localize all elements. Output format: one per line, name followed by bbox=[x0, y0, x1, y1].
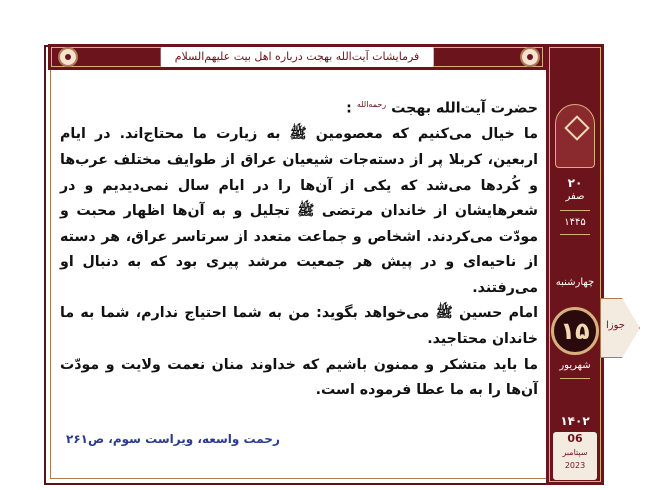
top-banner bbox=[48, 44, 546, 70]
hijri-year: ۱۴۴۵ bbox=[564, 217, 586, 228]
honorific-mark: رحمه‌الله bbox=[356, 100, 387, 109]
paragraph-1: ما خیال می‌کنیم که معصومین ﷺ به زیارت ما محتاج‌اند. در ایام اربعین، کربلا پر از دسته‌جات شیعیان عراق از طوایف مختلف عرب‌ها و کُردها می‌شد که یکی از آن‌ها را در ایام سال نمی‌دیدیم و در شعرهایشان از خاندان مرتضی ﷺ تجلیل و به آن‌ها اظهار محبت و مودّت می‌کردند. اشخاص و جماعت متعدد از سرتاسر عراق، هر دسته از ناحیه‌ای و در پیش هر جمعیت مرشد پیری بود که به دنبال او می‌رفتند. bbox=[60, 126, 538, 296]
gregorian-date bbox=[553, 432, 597, 480]
weekday: چهارشنبه bbox=[555, 277, 595, 288]
hijri-month: صفر bbox=[565, 191, 585, 202]
solar-month-block bbox=[553, 359, 597, 372]
zodiac-tab bbox=[600, 298, 640, 358]
hijri-year-block bbox=[553, 216, 597, 229]
source-citation: رحمت واسعه، ویراست سوم، ص۲۶۱ bbox=[66, 432, 280, 446]
greg-year: 2023 bbox=[564, 461, 586, 470]
paragraph-3: ما باید متشکر و ممنون باشیم که خداوند منان نعمت ولایت و مودّت آن‌ها را به ما عطا فرموده است. bbox=[60, 356, 538, 399]
quote-body bbox=[60, 92, 538, 404]
greg-month: سپتامبر bbox=[562, 448, 588, 457]
solar-year-block bbox=[553, 414, 597, 428]
greg-day: 06 bbox=[567, 432, 583, 445]
zodiac-label: جوزا bbox=[606, 320, 625, 331]
rosette-ornament-icon bbox=[520, 47, 540, 67]
banner-title: فرمایشات آیت‌الله بهجت درباره اهل بیت علیهم‌السلام bbox=[161, 47, 434, 67]
solar-month: شهریور bbox=[559, 360, 591, 371]
weekday-block bbox=[553, 276, 597, 289]
solar-day-badge: ۱۵ bbox=[551, 307, 599, 355]
quote-heading: حضرت آیت‌الله بهجت $^{رحمه‌الله}$ : bbox=[346, 100, 538, 117]
hijri-day: ۲۰ bbox=[567, 176, 583, 190]
hijri-date bbox=[553, 176, 597, 203]
solar-year: ۱۴۰۲ bbox=[560, 414, 590, 428]
paragraph-2: امام حسین ﷺ می‌خواهد بگوید: من به شما احتیاج ندارم، شما به ما خاندان محتاجید. bbox=[60, 305, 538, 348]
rosette-ornament-icon bbox=[58, 47, 78, 67]
arch-ornament-icon bbox=[555, 104, 595, 168]
